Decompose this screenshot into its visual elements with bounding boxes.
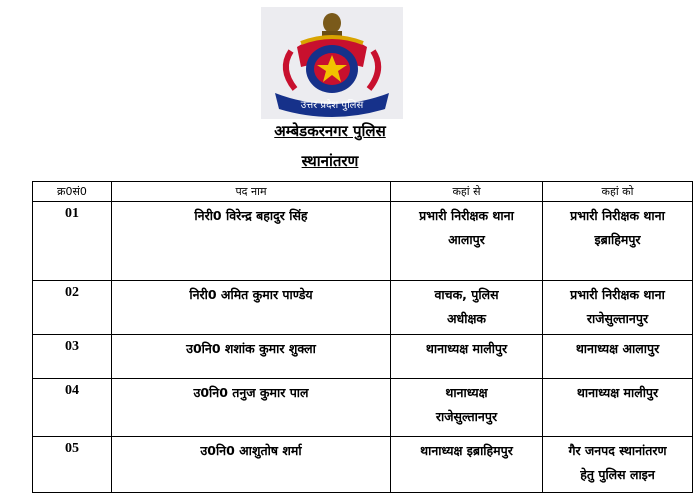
page-subtitle: स्थानांतरण [301, 152, 359, 170]
cell-from-text: थानाध्यक्ष इब्राहिमपुर [420, 443, 513, 458]
column-header-serial: क्र0सं0 [33, 182, 112, 202]
cell-name-text: उ0नि0 आशुतोष शर्मा [200, 443, 302, 458]
transfer-table [32, 181, 693, 493]
cell-from [391, 379, 543, 437]
cell-name-text: निरी0 अमित कुमार पाण्डेय [189, 287, 313, 302]
cell-to [543, 202, 693, 281]
cell-to-text: थानाध्यक्ष आलापुर [575, 341, 660, 356]
cell-serial: 02 [33, 281, 112, 335]
up-police-emblem-icon [261, 7, 403, 119]
cell-to-text: प्रभारी निरीक्षक थाना राजेसुल्तानपुर [570, 287, 665, 326]
cell-name [112, 281, 391, 335]
cell-from [391, 335, 543, 379]
table-header-row [33, 182, 693, 202]
cell-from-text: थानाध्यक्ष मालीपुर [425, 341, 508, 356]
column-header-name: पद नाम [112, 182, 391, 202]
cell-serial: 04 [33, 379, 112, 437]
cell-name [112, 437, 391, 493]
column-header-from: कहां से [391, 182, 543, 202]
cell-from-text: वाचक, पुलिस अधीक्षक [434, 287, 499, 326]
cell-from [391, 437, 543, 493]
table-row [33, 335, 693, 379]
column-header-to: कहां को [543, 182, 693, 202]
cell-name [112, 379, 391, 437]
cell-name [112, 335, 391, 379]
cell-serial: 05 [33, 437, 112, 493]
cell-from [391, 202, 543, 281]
cell-name [112, 202, 391, 281]
cell-to [543, 379, 693, 437]
cell-from-text: थानाध्यक्ष राजेसुल्तानपुर [435, 385, 498, 424]
table-row [33, 379, 693, 437]
cell-to [543, 437, 693, 493]
table-row [33, 281, 693, 335]
cell-to-text: गैर जनपद स्थानांतरण हेतु पुलिस लाइन [568, 443, 667, 482]
cell-to [543, 335, 693, 379]
cell-to-text: थानाध्यक्ष मालीपुर [576, 385, 659, 400]
logo-banner-text: उत्तर प्रदेश पुलिस [300, 100, 364, 111]
page-title: अम्बेडकरनगर पुलिस [274, 122, 386, 140]
cell-to [543, 281, 693, 335]
cell-name-text: उ0नि0 शशांक कुमार शुक्ला [186, 341, 316, 356]
cell-serial: 01 [33, 202, 112, 281]
cell-name-text: उ0नि0 तनुज कुमार पाल [193, 385, 309, 400]
cell-to-text: प्रभारी निरीक्षक थाना इब्राहिमपुर [570, 208, 665, 247]
table-row [33, 202, 693, 281]
cell-serial: 03 [33, 335, 112, 379]
cell-from [391, 281, 543, 335]
table-row [33, 437, 693, 493]
cell-name-text: निरी0 विरेन्द्र बहादुर सिंह [194, 208, 308, 223]
cell-from-text: प्रभारी निरीक्षक थाना आलापुर [419, 208, 514, 247]
